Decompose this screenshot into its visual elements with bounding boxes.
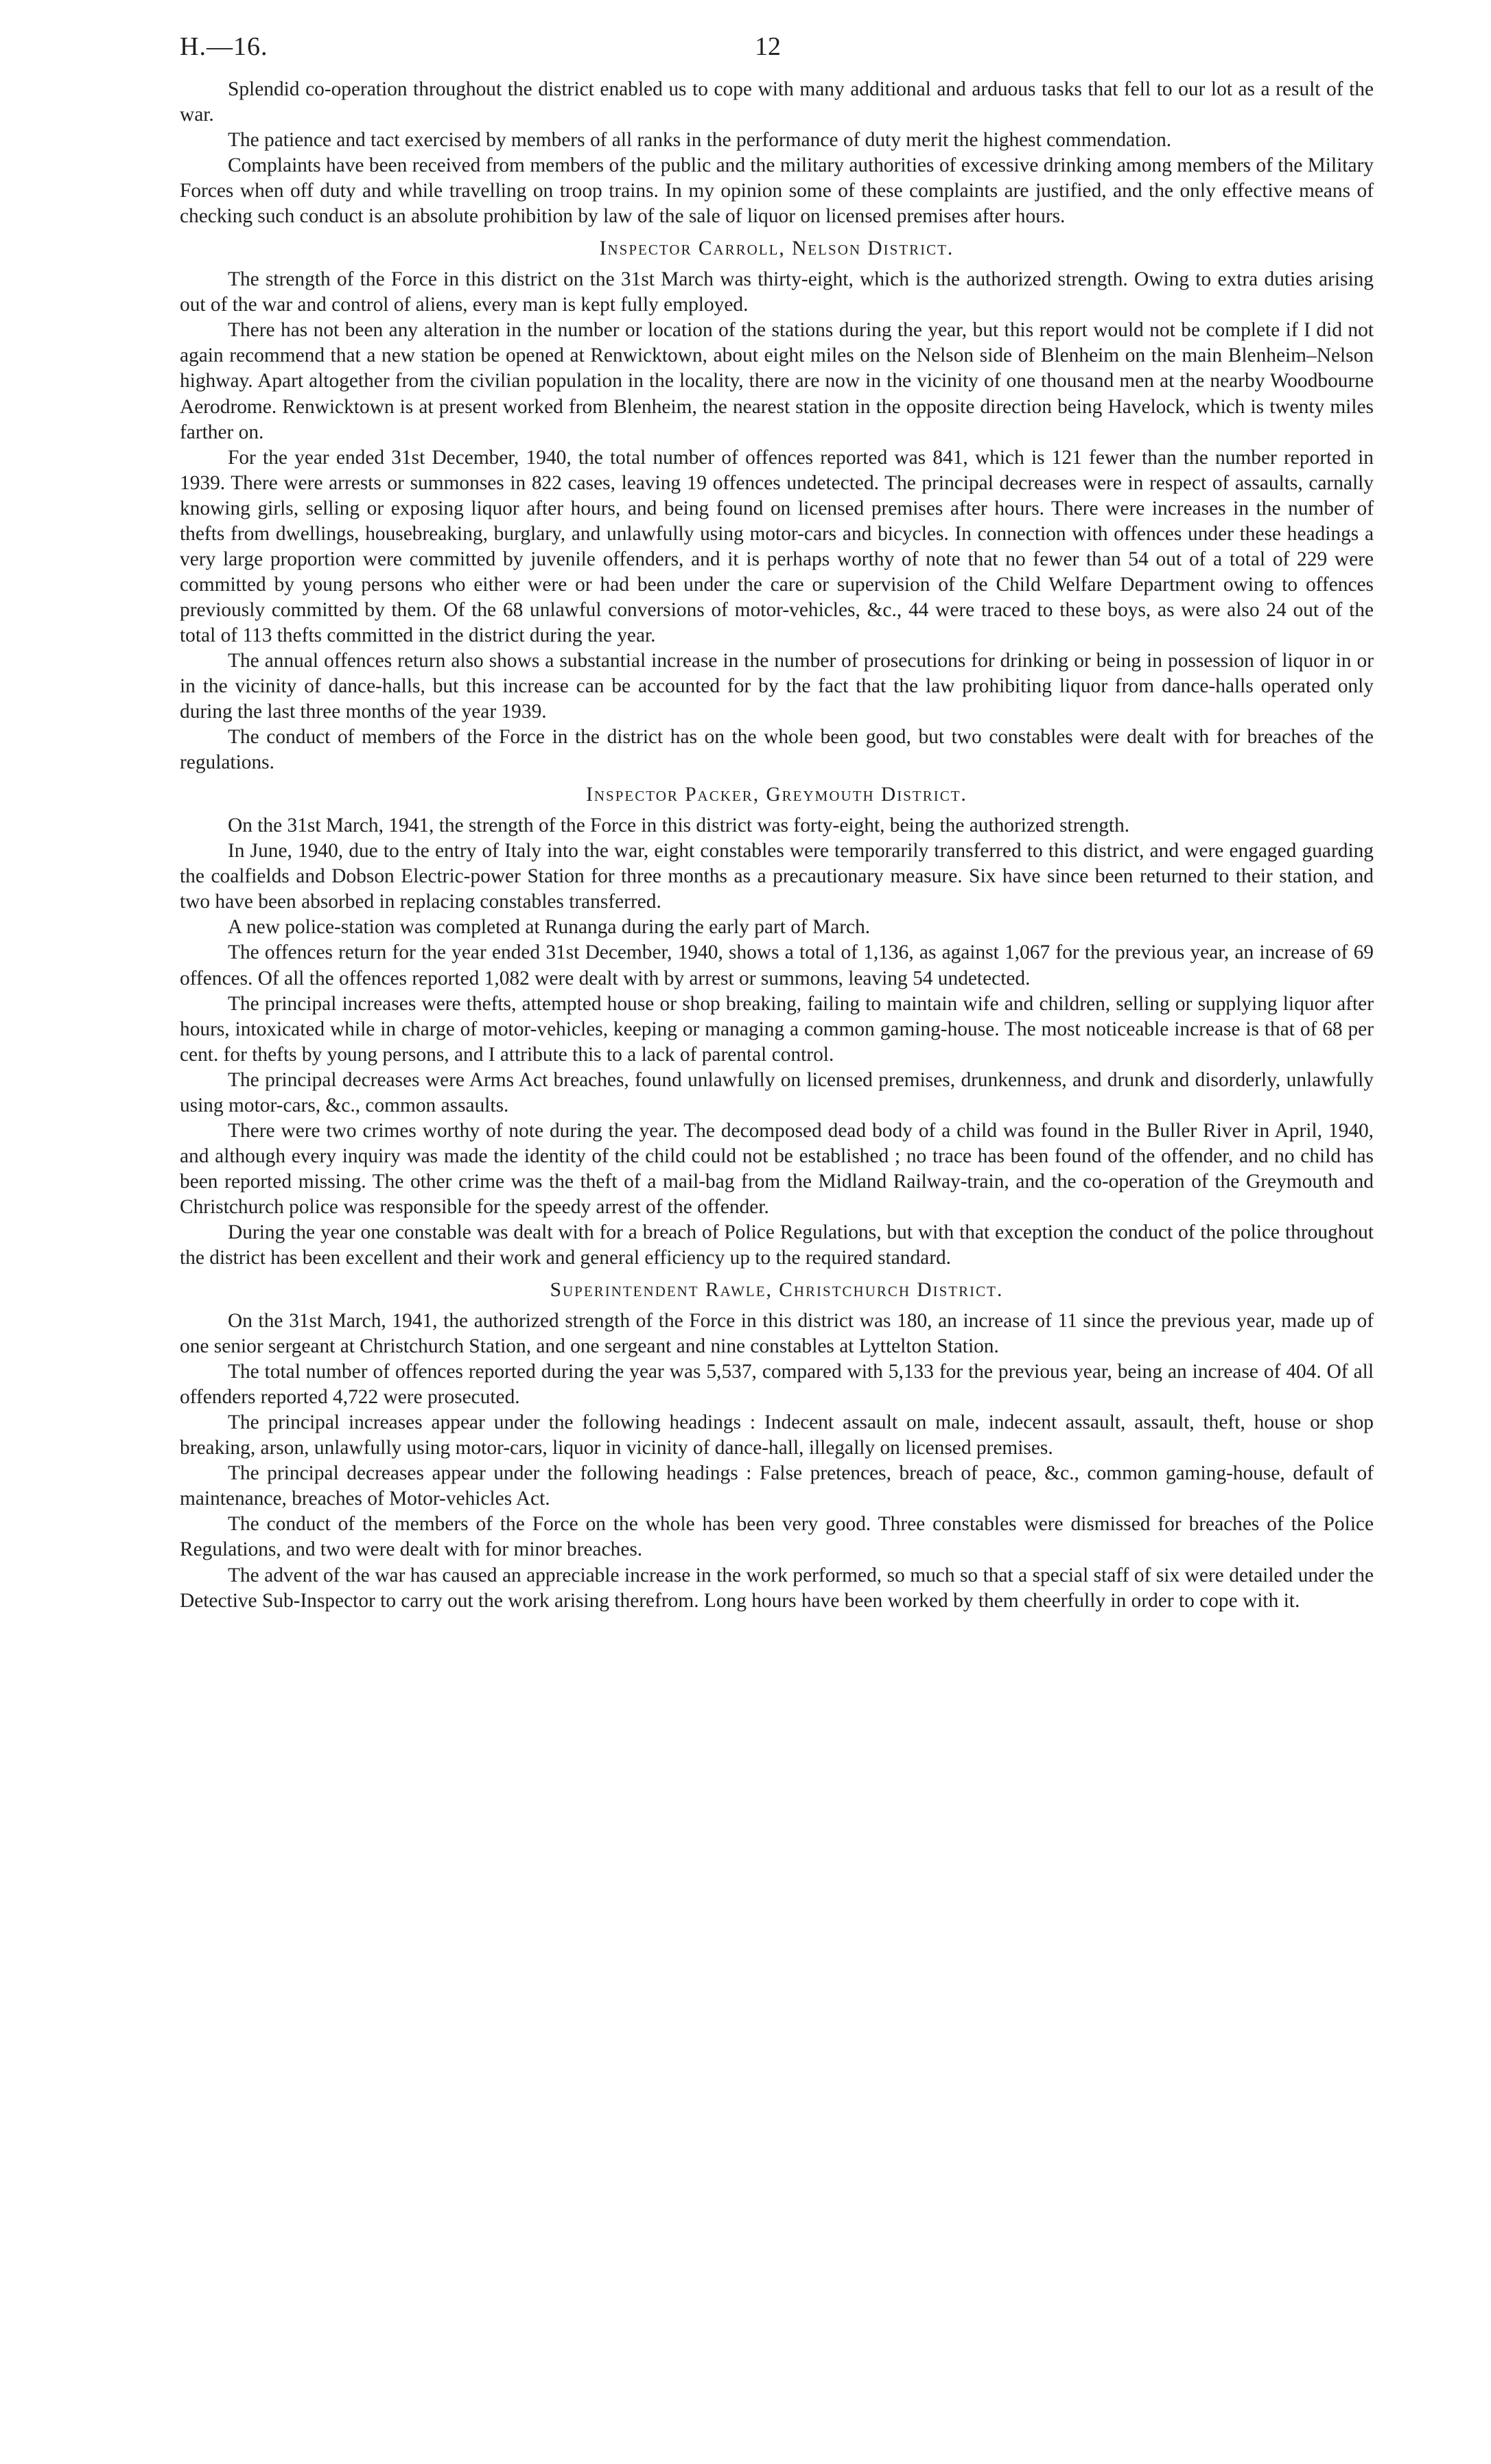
greymouth-district-section xyxy=(180,782,1374,1271)
section-heading: Inspector Packer, Greymouth District. xyxy=(586,784,967,806)
paragraph: The total number of offences reported during the year was 5,537, compared with 5,133 for the previous year, being an increase of 404. Of all offenders reported 4,722 were prosecuted. xyxy=(180,1361,1374,1409)
paragraph: There were two crimes worthy of note during the year. The decomposed dead body of a child was found in the Buller River in April, 1940, and although every inquiry was made the identity of the child could not be established ; no trace has been found of the offender, and no child has been reported missing. The other crime was the theft of a mail-bag from the Midland Railway-train, and the co-operation of the Greymouth and Christchurch police was responsible for the speedy arrest of the offender. xyxy=(180,1119,1374,1218)
report-code: H.—16. xyxy=(180,32,268,61)
paragraph: The conduct of the members of the Force on the whole has been very good. Three constables were dismissed for breaches of the Police Regulations, and two were dealt with for minor breaches. xyxy=(180,1513,1374,1561)
document-page xyxy=(180,32,1374,2447)
paragraph: The annual offences return also shows a substantial increase in the number of prosecutions for drinking or being in possession of liquor in or in the vicinity of dance-halls, but this increase can be accounted for by the fact that the law prohibiting liquor from dance-halls operated only during the last three months of the year 1939. xyxy=(180,649,1374,723)
paragraph: The patience and tact exercised by members of all ranks in the performance of duty merit the highest commendation. xyxy=(228,129,1172,152)
paragraph: The principal decreases were Arms Act breaches, found unlawfully on licensed premises, drunkenness, and drunk and disorderly, unlawfully using motor-cars, &c., common assaults. xyxy=(180,1068,1374,1116)
page-number: 12 xyxy=(755,32,781,61)
report-body xyxy=(180,77,1374,1614)
paragraph: A new police-station was completed at Runanga during the early part of March. xyxy=(228,916,871,939)
christchurch-district-section xyxy=(180,1278,1374,1614)
paragraph: During the year one constable was dealt with for a breach of Police Regulations, but with that exception the conduct of the police throughout the district has been excellent and their work and general efficiency up to the required standard. xyxy=(180,1221,1374,1269)
paragraph: The strength of the Force in this district on the 31st March was thirty-eight, which is the authorized strength. Owing to extra duties arising out of the war and control of aliens, every man is kept fully employed. xyxy=(180,268,1374,316)
paragraph: The principal increases were thefts, attempted house or shop breaking, failing to maintain wife and children, selling or supplying liquor after hours, intoxicated while in charge of motor-vehicles, keeping or managing a common gaming-house. The most noticeable increase is that of 68 per cent. for thefts by young persons, and I attribute this to a lack of parental control. xyxy=(180,992,1374,1066)
paragraph: There has not been any alteration in the number or location of the stations during the year, but this report would not be complete if I did not again recommend that a new station be opened at Renwicktown, about eight miles on the Nelson side of Blenheim on the main Blenheim–Nelson highway. Apart altogether from the civilian population in the locality, there are now in the vicinity of one thousand men at the nearby Woodbourne Aerodrome. Renwicktown is at present worked from Blenheim, the nearest station in the opposite direction being Havelock, which is twenty miles farther on. xyxy=(180,319,1374,443)
paragraph: On the 31st March, 1941, the strength of the Force in this district was forty-eight, being the authorized strength. xyxy=(228,814,1130,837)
paragraph: The advent of the war has caused an appreciable increase in the work performed, so much so that a special staff of six were detailed under the Detective Sub-Inspector to carry out the work arising therefrom. Long hours have been worked by them cheerfully in order to cope with it. xyxy=(180,1564,1374,1612)
paragraph: On the 31st March, 1941, the authorized strength of the Force in this district was 180, an increase of 11 since the previous year, made up of one senior sergeant at Christchurch Station, and one sergeant and nine constables at Lyttelton Station. xyxy=(180,1310,1374,1358)
nelson-district-section xyxy=(180,236,1374,775)
paragraph: The conduct of members of the Force in the district has on the whole been good, but two constables were dealt with for breaches of the regulations. xyxy=(180,726,1374,774)
paragraph: The offences return for the year ended 31st December, 1940, shows a total of 1,136, as against 1,067 for the previous year, an increase of 69 offences. Of all the offences reported 1,082 were dealt with by arrest or summons, leaving 54 undetected. xyxy=(180,941,1374,989)
page-header xyxy=(180,32,1374,77)
paragraph: The principal increases appear under the following headings : Indecent assault on male, indecent assault, assault, theft, house or shop breaking, arson, unlawfully using motor-cars, liquor in vicinity of dance-hall, illegally on licensed premises. xyxy=(180,1411,1374,1459)
intro-section xyxy=(180,77,1374,229)
section-heading: Superintendent Rawle, Christchurch District. xyxy=(550,1279,1004,1302)
paragraph: For the year ended 31st December, 1940, the total number of offences reported was 841, which is 121 fewer than the number reported in 1939. There were arrests or summonses in 822 cases, leaving 19 offences undetected. The principal decreases were in respect of assaults, carnally knowing girls, selling or exposing liquor after hours, and being found on licensed premises after hours. There were increases in the number of thefts from dwellings, housebreaking, burglary, and unlawfully using motor-cars and bicycles. In connection with offences under these headings a very large proportion were committed by juvenile offenders, and it is perhaps worthy of note that no fewer than 54 out of a total of 229 were committed by young persons who either were or had been under the care or supervision of the Child Welfare Department owing to offences previously committed by them. Of the 68 unlawful conversions of motor-vehicles, &c., 44 were traced to these boys, as were also 24 out of the total of 113 thefts committed in the district during the year. xyxy=(180,446,1374,646)
paragraph: Complaints have been received from members of the public and the military authorities of excessive drinking among members of the Military Forces when off duty and while travelling on troop trains. In my opinion some of these complaints are justified, and the only effective means of checking such conduct is an absolute prohibition by law of the sale of liquor on licensed premises after hours. xyxy=(180,154,1374,228)
paragraph: In June, 1940, due to the entry of Italy into the war, eight constables were temporarily transferred to this district, and were engaged guarding the coalfields and Dobson Electric-power Station for three months as a precautionary measure. Six have since been returned to their station, and two have been absorbed in replacing constables transferred. xyxy=(180,840,1374,913)
paragraph: Splendid co-operation throughout the district enabled us to cope with many additional and arduous tasks that fell to our lot as a result of the war. xyxy=(180,78,1374,126)
section-heading: Inspector Carroll, Nelson District. xyxy=(599,237,954,260)
paragraph: The principal decreases appear under the following headings : False pretences, breach of peace, &c., common gaming-house, default of maintenance, breaches of Motor-vehicles Act. xyxy=(180,1462,1374,1510)
